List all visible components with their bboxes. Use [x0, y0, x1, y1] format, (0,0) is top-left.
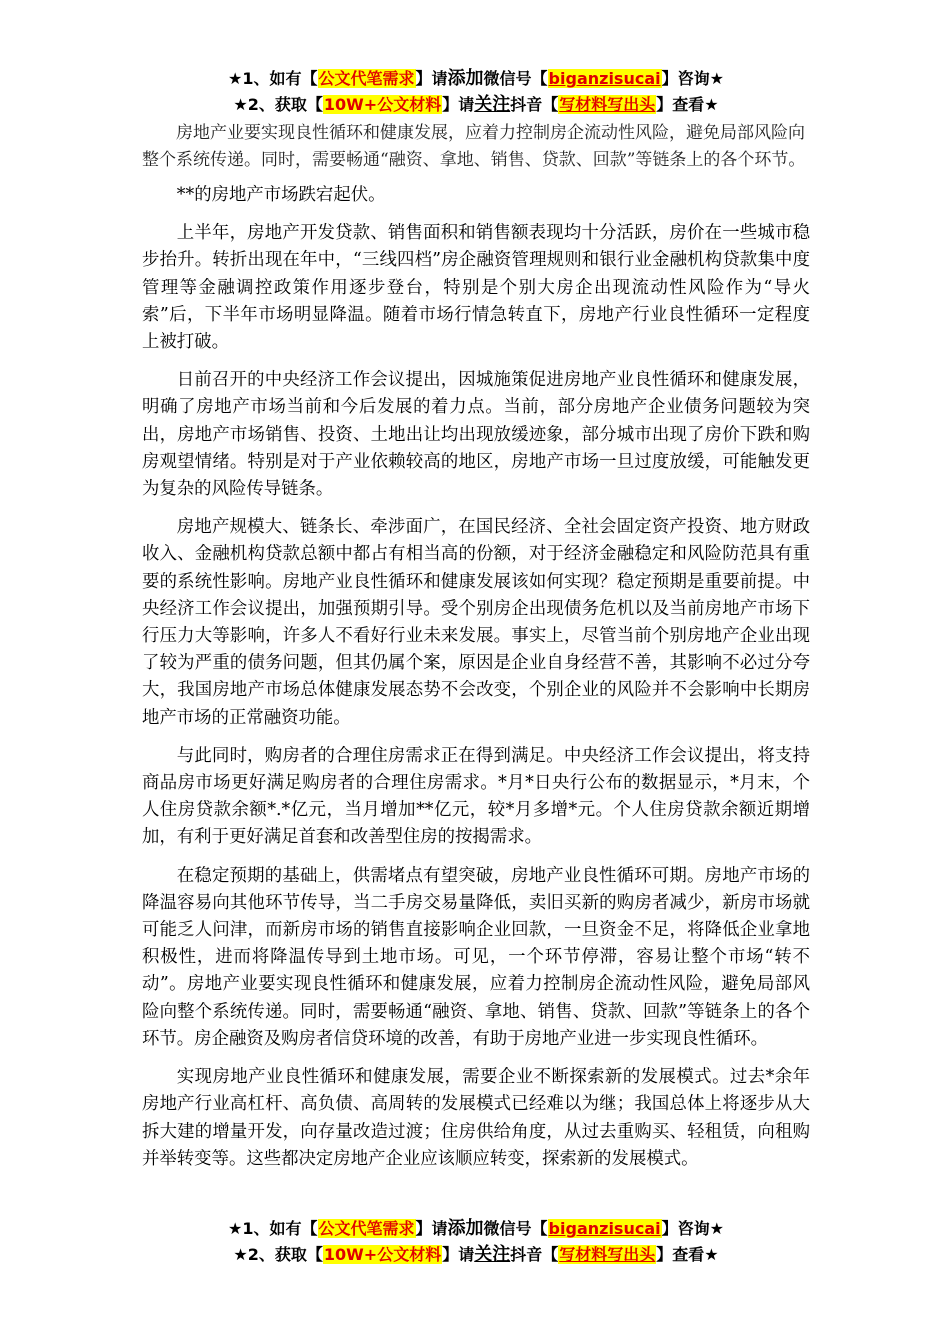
- douyin-account-link[interactable]: 写材料写出头: [559, 1245, 656, 1264]
- promo-line-2: ★2、获取【10W+公文材料】请关注抖音【写材料写出头】查看★: [233, 1244, 719, 1265]
- highlight-materials: 10W+公文材料: [323, 1245, 442, 1264]
- body-paragraph: 在稳定预期的基础上，供需堵点有望突破，房地产业良性循环可期。房地产市场的降温容易向其他环节传导，当二手房交易量降低，卖旧买新的购房者减少，新房市场就可能乏人问津，而新房市场的销售直接影响企业回款，一旦资金不足，将降低企业拿地积极性，进而将降温传导到土地市场。可见，一个环节停滞，容易让整个市场“转不动”。房地产业要实现良性循环和健康发展，应着力控制房企流动性风险，避免局部风险向整个系统传递。同时，需要畅通“融资、拿地、销售、贷款、回款”等链条上的各个环节。房企融资及购房者信贷环境的改善，有助于房地产业进一步实现良性循环。: [142, 865, 810, 1049]
- promo-line-2: ★2、获取【10W+公文材料】请关注抖音【写材料写出头】查看★: [233, 94, 719, 115]
- body-paragraph: 日前召开的中央经济工作会议提出，因城施策促进房地产业良性循环和健康发展，明确了房地产市场当前和今后发展的着力点。当前，部分房地产企业债务问题较为突出，房地产市场销售、投资、土地出让均出现放缓迹象，部分城市出现了房价下跌和购房观望情绪。特别是对于产业依赖较高的地区，房地产市场一旦过度放缓，可能触发更为复杂的风险传导链条。: [142, 370, 810, 500]
- highlight-service: 公文代笔需求: [318, 1219, 415, 1238]
- body-paragraph: **的房地产市场跌宕起伏。: [176, 185, 386, 205]
- douyin-account-link[interactable]: 写材料写出头: [559, 95, 656, 114]
- body-paragraph: 房地产规模大、链条长、牵涉面广，在国民经济、全社会固定资产投资、地方财政收入、金融机构贷款总额中都占有相当高的份额，对于经济金融稳定和风险防范具有重要的系统性影响。房地产业良性循环和健康发展该如何实现？稳定预期是重要前提。中央经济工作会议提出，加强预期引导。受个别房企出现债务危机以及当前房地产市场下行压力大等影响，许多人不看好行业未来发展。事实上，尽管当前个别房地产企业出现了较为严重的债务问题，但其仍属个案，原因是企业自身经营不善，其影响不必过分夸大，我国房地产市场总体健康发展态势不会改变，个别企业的风险并不会影响中长期房地产市场的正常融资功能。: [142, 517, 810, 728]
- promo-line-1: ★1、如有【公文代笔需求】请添加微信号【biganzisucai】咨询★: [228, 1218, 724, 1239]
- lead-summary: 房地产业要实现良性循环和健康发展，应着力控制房企流动性风险，避免局部风险向整个系统传递。同时，需要畅通“融资、拿地、销售、贷款、回款”等链条上的各个环节。: [142, 123, 806, 170]
- body-paragraph: 上半年，房地产开发贷款、销售面积和销售额表现均十分活跃，房价在一些城市稳步抬升。转折出现在年中，“三线四档”房企融资管理规则和银行业金融机构贷款集中度管理等金融调控政策作用逐步登台，特别是个别大房企出现流动性风险作为“导火索”后，下半年市场明显降温。随着市场行情急转直下，房地产行业良性循环一定程度上被打破。: [142, 223, 810, 353]
- promo-banner-top: [142, 66, 810, 118]
- wechat-id-link[interactable]: biganzisucai: [548, 69, 661, 88]
- highlight-service: 公文代笔需求: [318, 69, 415, 88]
- body-paragraph: 与此同时，购房者的合理住房需求正在得到满足。中央经济工作会议提出，将支持商品房市场更好满足购房者的合理住房需求。*月*日央行公布的数据显示，*月末，个人住房贷款余额*.*亿元，当月增加**亿元，较*月多增*元。个人住房贷款余额近期增加，有利于更好满足首套和改善型住房的按揭需求。: [142, 745, 810, 848]
- document-page: [142, 66, 810, 1184]
- highlight-materials: 10W+公文材料: [323, 95, 442, 114]
- promo-banner-bottom: [142, 1216, 810, 1268]
- wechat-id-link[interactable]: biganzisucai: [548, 1219, 661, 1238]
- promo-line-1: ★1、如有【公文代笔需求】请添加微信号【biganzisucai】咨询★: [228, 68, 724, 89]
- body-paragraph: 实现房地产业良性循环和健康发展，需要企业不断探索新的发展模式。过去*余年房地产行业高杠杆、高负债、高周转的发展模式已经难以为继；我国总体上将逐步从大拆大建的增量开发，向存量改造过渡；住房供给角度，从过去重购买、轻租赁，向租购并举转变等。这些都决定房地产企业应该顺应转变，探索新的发展模式。: [142, 1067, 810, 1169]
